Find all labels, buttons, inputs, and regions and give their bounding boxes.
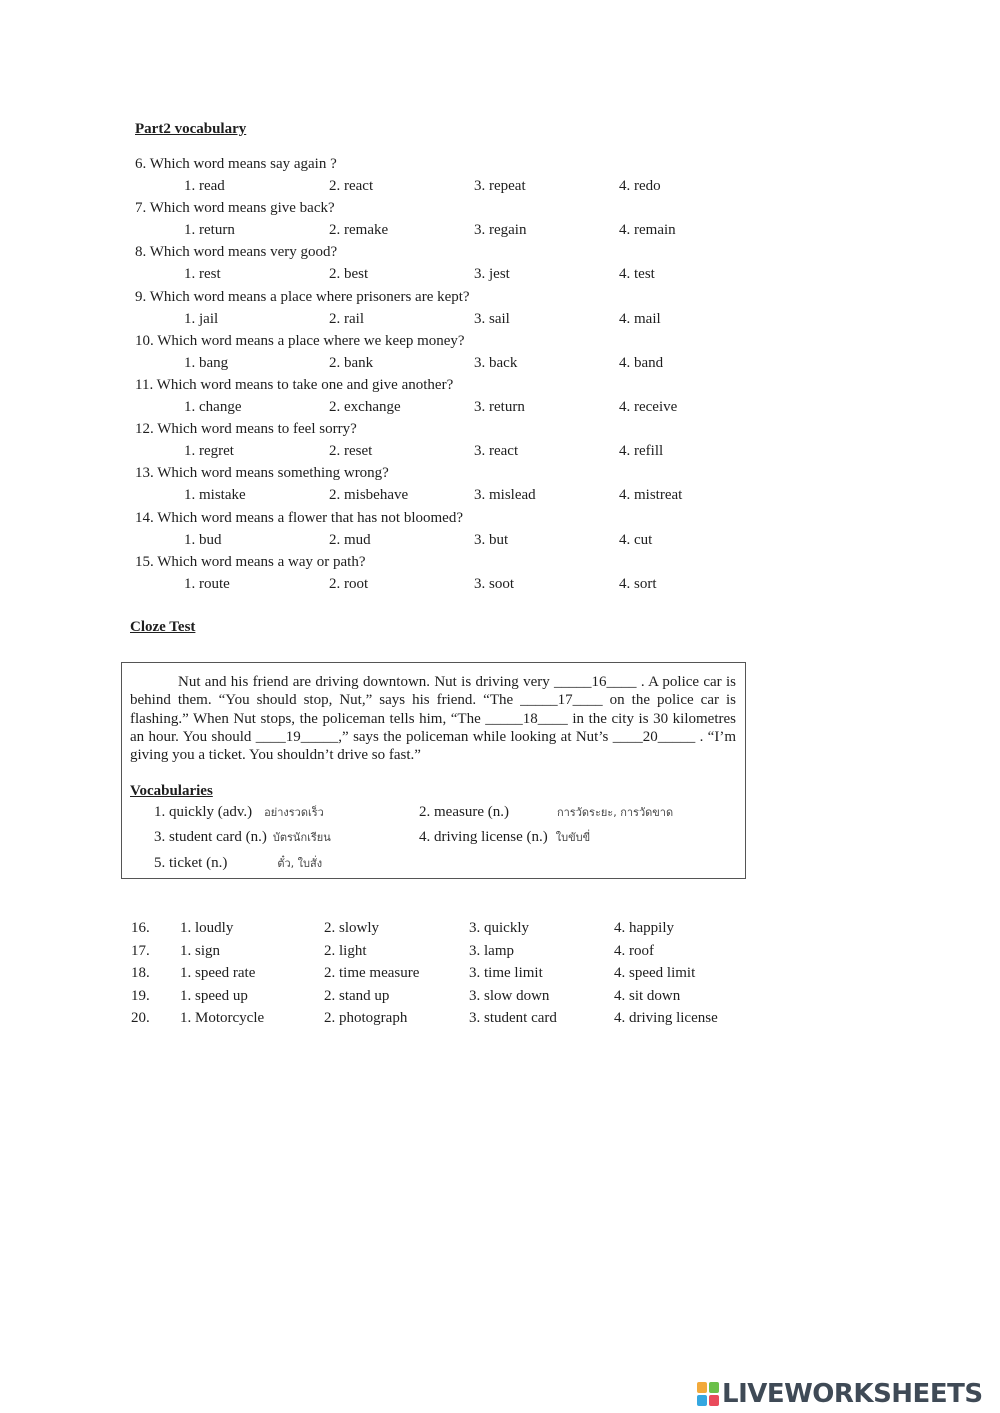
option-2[interactable]: 2. rail (329, 310, 364, 327)
option-1[interactable]: 1. sign (180, 942, 221, 959)
option-1[interactable]: 1. speed up (180, 987, 248, 1004)
cloze-answer-options (0, 920, 1000, 1033)
question-text: 11. Which word means to take one and give another? (135, 376, 454, 393)
answer-row-19 (0, 988, 1000, 1011)
option-3[interactable]: 3. quickly (469, 920, 529, 936)
cloze-test-heading: Cloze Test (130, 619, 196, 635)
vocab-english: 2. measure (n.) (419, 804, 509, 820)
option-4[interactable]: 4. mail (619, 310, 661, 327)
vocab-item (154, 828, 331, 846)
option-1[interactable]: 1. change (184, 398, 242, 415)
vocab-english: 3. student card (n.) (154, 829, 267, 845)
option-1[interactable]: 1. read (184, 178, 225, 194)
option-4[interactable]: 4. roof (614, 942, 654, 959)
question-text: 8. Which word means very good? (135, 244, 338, 261)
option-1[interactable]: 1. bang (184, 354, 229, 371)
option-3[interactable]: 3. lamp (469, 942, 514, 959)
question-6 (0, 156, 1000, 200)
option-4[interactable]: 4. test (619, 266, 655, 283)
option-1[interactable]: 1. route (184, 575, 230, 592)
question-text: 13. Which word means something wrong? (135, 465, 389, 482)
option-3[interactable]: 3. student card (469, 1010, 557, 1026)
blank-number: 20. (131, 1010, 150, 1026)
answer-row-16 (0, 920, 1000, 943)
option-2[interactable]: 2. slowly (324, 920, 380, 936)
logo-square-icon (709, 1382, 719, 1393)
vocab-item (154, 803, 324, 821)
option-2[interactable]: 2. best (329, 266, 369, 283)
part2-heading: Part2 vocabulary (135, 121, 247, 137)
vocab-thai: ตั๋ว, ใบสั่ง (277, 857, 323, 870)
liveworksheets-logo-text: LIVEWORKSHEETS (722, 1379, 983, 1409)
option-3[interactable]: 3. soot (474, 575, 515, 592)
option-2[interactable]: 2. time measure (324, 965, 420, 981)
logo-square-icon (697, 1395, 707, 1406)
option-1[interactable]: 1. bud (184, 531, 222, 548)
blank-number: 16. (131, 920, 150, 936)
question-15 (0, 554, 1000, 598)
vocab-thai: ใบขับขี่ (555, 831, 591, 844)
option-2[interactable]: 2. react (329, 178, 374, 194)
option-2[interactable]: 2. stand up (324, 987, 390, 1004)
option-2[interactable]: 2. remake (329, 222, 389, 239)
liveworksheets-logo-icon (697, 1382, 719, 1406)
option-1[interactable]: 1. mistake (184, 487, 246, 504)
vocab-english: 5. ticket (n.) (154, 855, 228, 871)
option-2[interactable]: 2. mud (329, 531, 371, 548)
option-1[interactable]: 1. rest (184, 266, 221, 283)
question-14 (0, 510, 1000, 554)
question-12 (0, 421, 1000, 465)
liveworksheets-logo[interactable] (697, 1379, 983, 1409)
option-1[interactable]: 1. Motorcycle (180, 1010, 265, 1026)
option-1[interactable]: 1. return (184, 222, 235, 239)
question-text: 14. Which word means a flower that has not bloomed? (135, 509, 463, 526)
question-text: 9. Which word means a place where prisoners are kept? (135, 288, 470, 305)
option-1[interactable]: 1. regret (184, 443, 234, 460)
vocab-item (154, 854, 322, 872)
vocab-item (419, 803, 673, 821)
option-3[interactable]: 3. repeat (474, 178, 526, 194)
question-8 (0, 244, 1000, 288)
question-text: 6. Which word means say again ? (135, 156, 337, 172)
question-text: 7. Which word means give back? (135, 200, 335, 217)
option-4[interactable]: 4. redo (619, 178, 661, 194)
question-11 (0, 377, 1000, 421)
option-4[interactable]: 4. refill (619, 443, 664, 460)
question-13 (0, 465, 1000, 509)
option-3[interactable]: 3. return (474, 398, 525, 415)
logo-square-icon (709, 1395, 719, 1406)
option-4[interactable]: 4. receive (619, 398, 678, 415)
option-1[interactable]: 1. loudly (180, 920, 234, 936)
question-text: 10. Which word means a place where we keep money? (135, 332, 465, 349)
option-4[interactable]: 4. band (619, 354, 664, 371)
vocabulary-question-list (0, 156, 1000, 598)
blank-number: 18. (131, 965, 150, 981)
option-3[interactable]: 3. sail (474, 310, 510, 327)
option-3[interactable]: 3. slow down (469, 987, 550, 1004)
answer-row-18 (0, 965, 1000, 988)
answer-row-20 (0, 1010, 1000, 1033)
option-3[interactable]: 3. back (474, 354, 518, 371)
vocab-thai: การวัดระยะ, การวัดขาด (556, 806, 674, 819)
option-4[interactable]: 4. driving license (614, 1010, 718, 1026)
question-text: 12. Which word means to feel sorry? (135, 421, 357, 438)
option-2[interactable]: 2. root (329, 575, 369, 592)
vocab-thai: อย่างรวดเร็ว (264, 806, 324, 819)
option-2[interactable]: 2. light (324, 942, 367, 959)
option-4[interactable]: 4. sit down (614, 987, 681, 1004)
question-9 (0, 289, 1000, 333)
vocab-english: 1. quickly (adv.) (154, 804, 253, 820)
option-2[interactable]: 2. misbehave (329, 487, 409, 504)
option-1[interactable]: 1. jail (184, 310, 219, 327)
vocab-item (419, 828, 590, 846)
option-3[interactable]: 3. jest (474, 266, 510, 283)
option-3[interactable]: 3. react (474, 443, 519, 460)
option-2[interactable]: 2. photograph (324, 1010, 408, 1026)
logo-square-icon (697, 1382, 707, 1393)
blank-number: 19. (131, 987, 150, 1004)
option-1[interactable]: 1. speed rate (180, 965, 256, 981)
option-2[interactable]: 2. exchange (329, 398, 401, 415)
vocab-thai: บัตรนักเรียน (272, 831, 331, 844)
cloze-passage-box (121, 662, 746, 879)
option-2[interactable]: 2. reset (329, 443, 373, 460)
cloze-passage-text: Nut and his friend are driving downtown. Nut is driving very _____16____ . A police car is behind them. “You should stop, Nut,” says his friend. “The _____17____ on the police car is flashing.” When Nut stops, the policeman tells him, “The _____18____ in the city is 30 kilometres an hour. You should ____19_____,” says the policeman while looking at Nut’s ____20_____ . “I’m giving you a ticket. You shouldn’t drive so fast.” (130, 674, 736, 764)
blank-number: 17. (131, 942, 150, 959)
option-2[interactable]: 2. bank (329, 354, 374, 371)
option-4[interactable]: 4. speed limit (614, 965, 696, 981)
question-text: 15. Which word means a way or path? (135, 553, 366, 570)
option-3[interactable]: 3. time limit (469, 965, 543, 981)
question-7 (0, 200, 1000, 244)
answer-row-17 (0, 943, 1000, 966)
question-10 (0, 333, 1000, 377)
option-3[interactable]: 3. but (474, 531, 509, 548)
option-4[interactable]: 4. remain (619, 222, 676, 239)
option-4[interactable]: 4. happily (614, 920, 674, 936)
vocab-english: 4. driving license (n.) (419, 829, 548, 845)
option-4[interactable]: 4. sort (619, 575, 657, 592)
vocabularies-heading: Vocabularies (130, 783, 213, 799)
cloze-passage (130, 673, 736, 764)
option-4[interactable]: 4. cut (619, 531, 653, 548)
option-4[interactable]: 4. mistreat (619, 487, 683, 504)
option-3[interactable]: 3. mislead (474, 487, 536, 504)
option-3[interactable]: 3. regain (474, 222, 527, 239)
